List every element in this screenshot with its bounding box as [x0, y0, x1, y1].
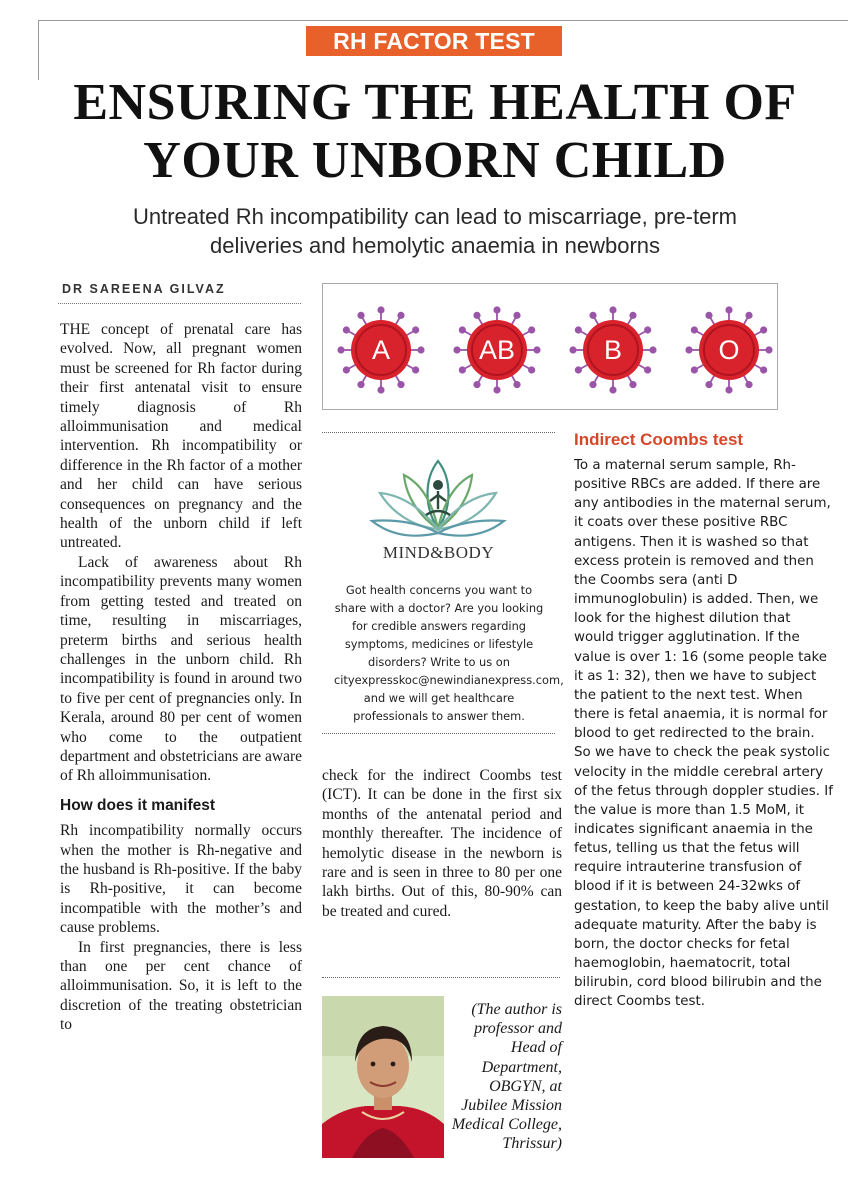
blood-cell-b: [567, 304, 659, 396]
blood-cell-o: [683, 304, 775, 396]
middle-divider: [322, 977, 560, 978]
blood-cell-a: [335, 304, 427, 396]
left-column: [60, 320, 302, 1035]
mind-body-brand: MIND&BODY: [382, 543, 495, 562]
blood-type-label: O: [718, 335, 740, 365]
blood-type-label: A: [371, 335, 390, 365]
blood-type-label: AB: [478, 335, 516, 365]
mind-body-text: Got health concerns you want to share with a doctor? Are you looking for credible answers regarding symptoms, medicines or lifestyle disorders? Write to us on cityexpresskoc@newindianexpress.com, and we will get healthcare professionals to answer them.: [334, 583, 564, 723]
deck-line-2: deliveries and hemolytic anaemia in newborns: [209, 233, 661, 258]
right-column-sidebar: [574, 430, 834, 1012]
section-kicker: RH FACTOR TEST: [306, 26, 562, 56]
byline: DR SAREENA GILVAZ: [62, 282, 226, 296]
deck-subtitle: [40, 202, 830, 260]
left-paragraph-3: Rh incompatibility normally occurs when the mother is Rh-negative and the husband is Rh-positive. If the baby is Rh-positive, it can become incompatible with the mother’s and cause problems.: [60, 822, 302, 937]
blood-type-label: B: [603, 335, 622, 365]
headline-line-1: ENSURING THE HEALTH OF: [73, 74, 797, 131]
middle-column: [322, 766, 562, 921]
author-photo: [322, 996, 444, 1158]
indirect-coombs-title: Indirect Coombs test: [574, 430, 744, 449]
deck-line-1: Untreated Rh incompatibility can lead to miscarriage, pre-term: [132, 204, 738, 229]
headline: [30, 74, 840, 190]
page-frame-left: [38, 20, 39, 80]
blood-cell-ab: [451, 304, 543, 396]
author-portrait-icon: [322, 996, 444, 1158]
page-frame-top: [38, 20, 848, 21]
subhead-how-manifest: How does it manifest: [60, 796, 216, 814]
byline-rule: [58, 303, 301, 304]
blood-type-illustration: [322, 283, 778, 410]
author-note: (The author is professor and Head of Department, OBGYN, at Jubilee Mission Medical College, Thrissur): [451, 1001, 562, 1153]
left-paragraph-4: In first pregnancies, there is less than one per cent chance of alloimmunisation. So, it is left to the discretion of the treating obstetrician to: [60, 938, 302, 1034]
headline-line-2: YOUR UNBORN CHILD: [143, 132, 727, 189]
middle-paragraph-1: check for the indirect Coombs test (ICT). It can be done in the first six months of the antenatal period and monthly thereafter. The incidence of hemolytic disease in the newborn is rare and is seen in three to 80 per one lakh births. Out of this, 80-90% can be treated and cured.: [322, 767, 562, 920]
left-paragraph-2: Lack of awareness about Rh incompatibility prevents many women from getting tested and treated on time, resulting in miscarriages, preterm births and serious health challenges in the unborn child. Rh incompatibility is found in around two to five per cent of pregnancies only. In Kerala, around 80 per cent of women who come to the outpatient department and obstetricians are aware of Rh alloimmunisation.: [60, 553, 302, 785]
left-paragraph-1: THE concept of prenatal care has evolved. Now, all pregnant women must be screened for Rh factor during their first antenatal visit to ensure timely diagnosis of Rh alloimmunisation and medical intervention. Rh incompatibility or difference in the Rh factor of a mother and her child can have serious consequences on pregnancy and the health of the unborn child if left untreated.: [60, 321, 302, 552]
indirect-coombs-body: To a maternal serum sample, Rh-positive RBCs are added. If there are any antibodies in the maternal serum, it coats over these positive RBC antigens. Then it is washed so that excess protein is removed and then the Coombs sera (anti D immunoglobulin) is added. Then, we look for the highest dilution that would trigger agglutination. If the value is over 1: 16 (some people take it as 1: 32), then we have to subject the patient to the next test. When there is fetal anaemia, it is normal for blood to get redirected to the brain. So we have to check the peak systolic velocity in the middle cerebral artery of the fetus through doppler studies. If the value is more than 1.5 MoM, it indicates significant anaemia in the fetus, telling us that the fetus will require intrauterine transfusion of blood if it is between 24-32wks of gestation, to keep the baby alive until adequate maturity. After the baby is born, the doctor checks for fetal haemoglobin, haematocrit, total bilirubin, cord blood bilirubin and the direct Coombs test.: [574, 458, 833, 1010]
mind-body-box: [322, 432, 564, 734]
